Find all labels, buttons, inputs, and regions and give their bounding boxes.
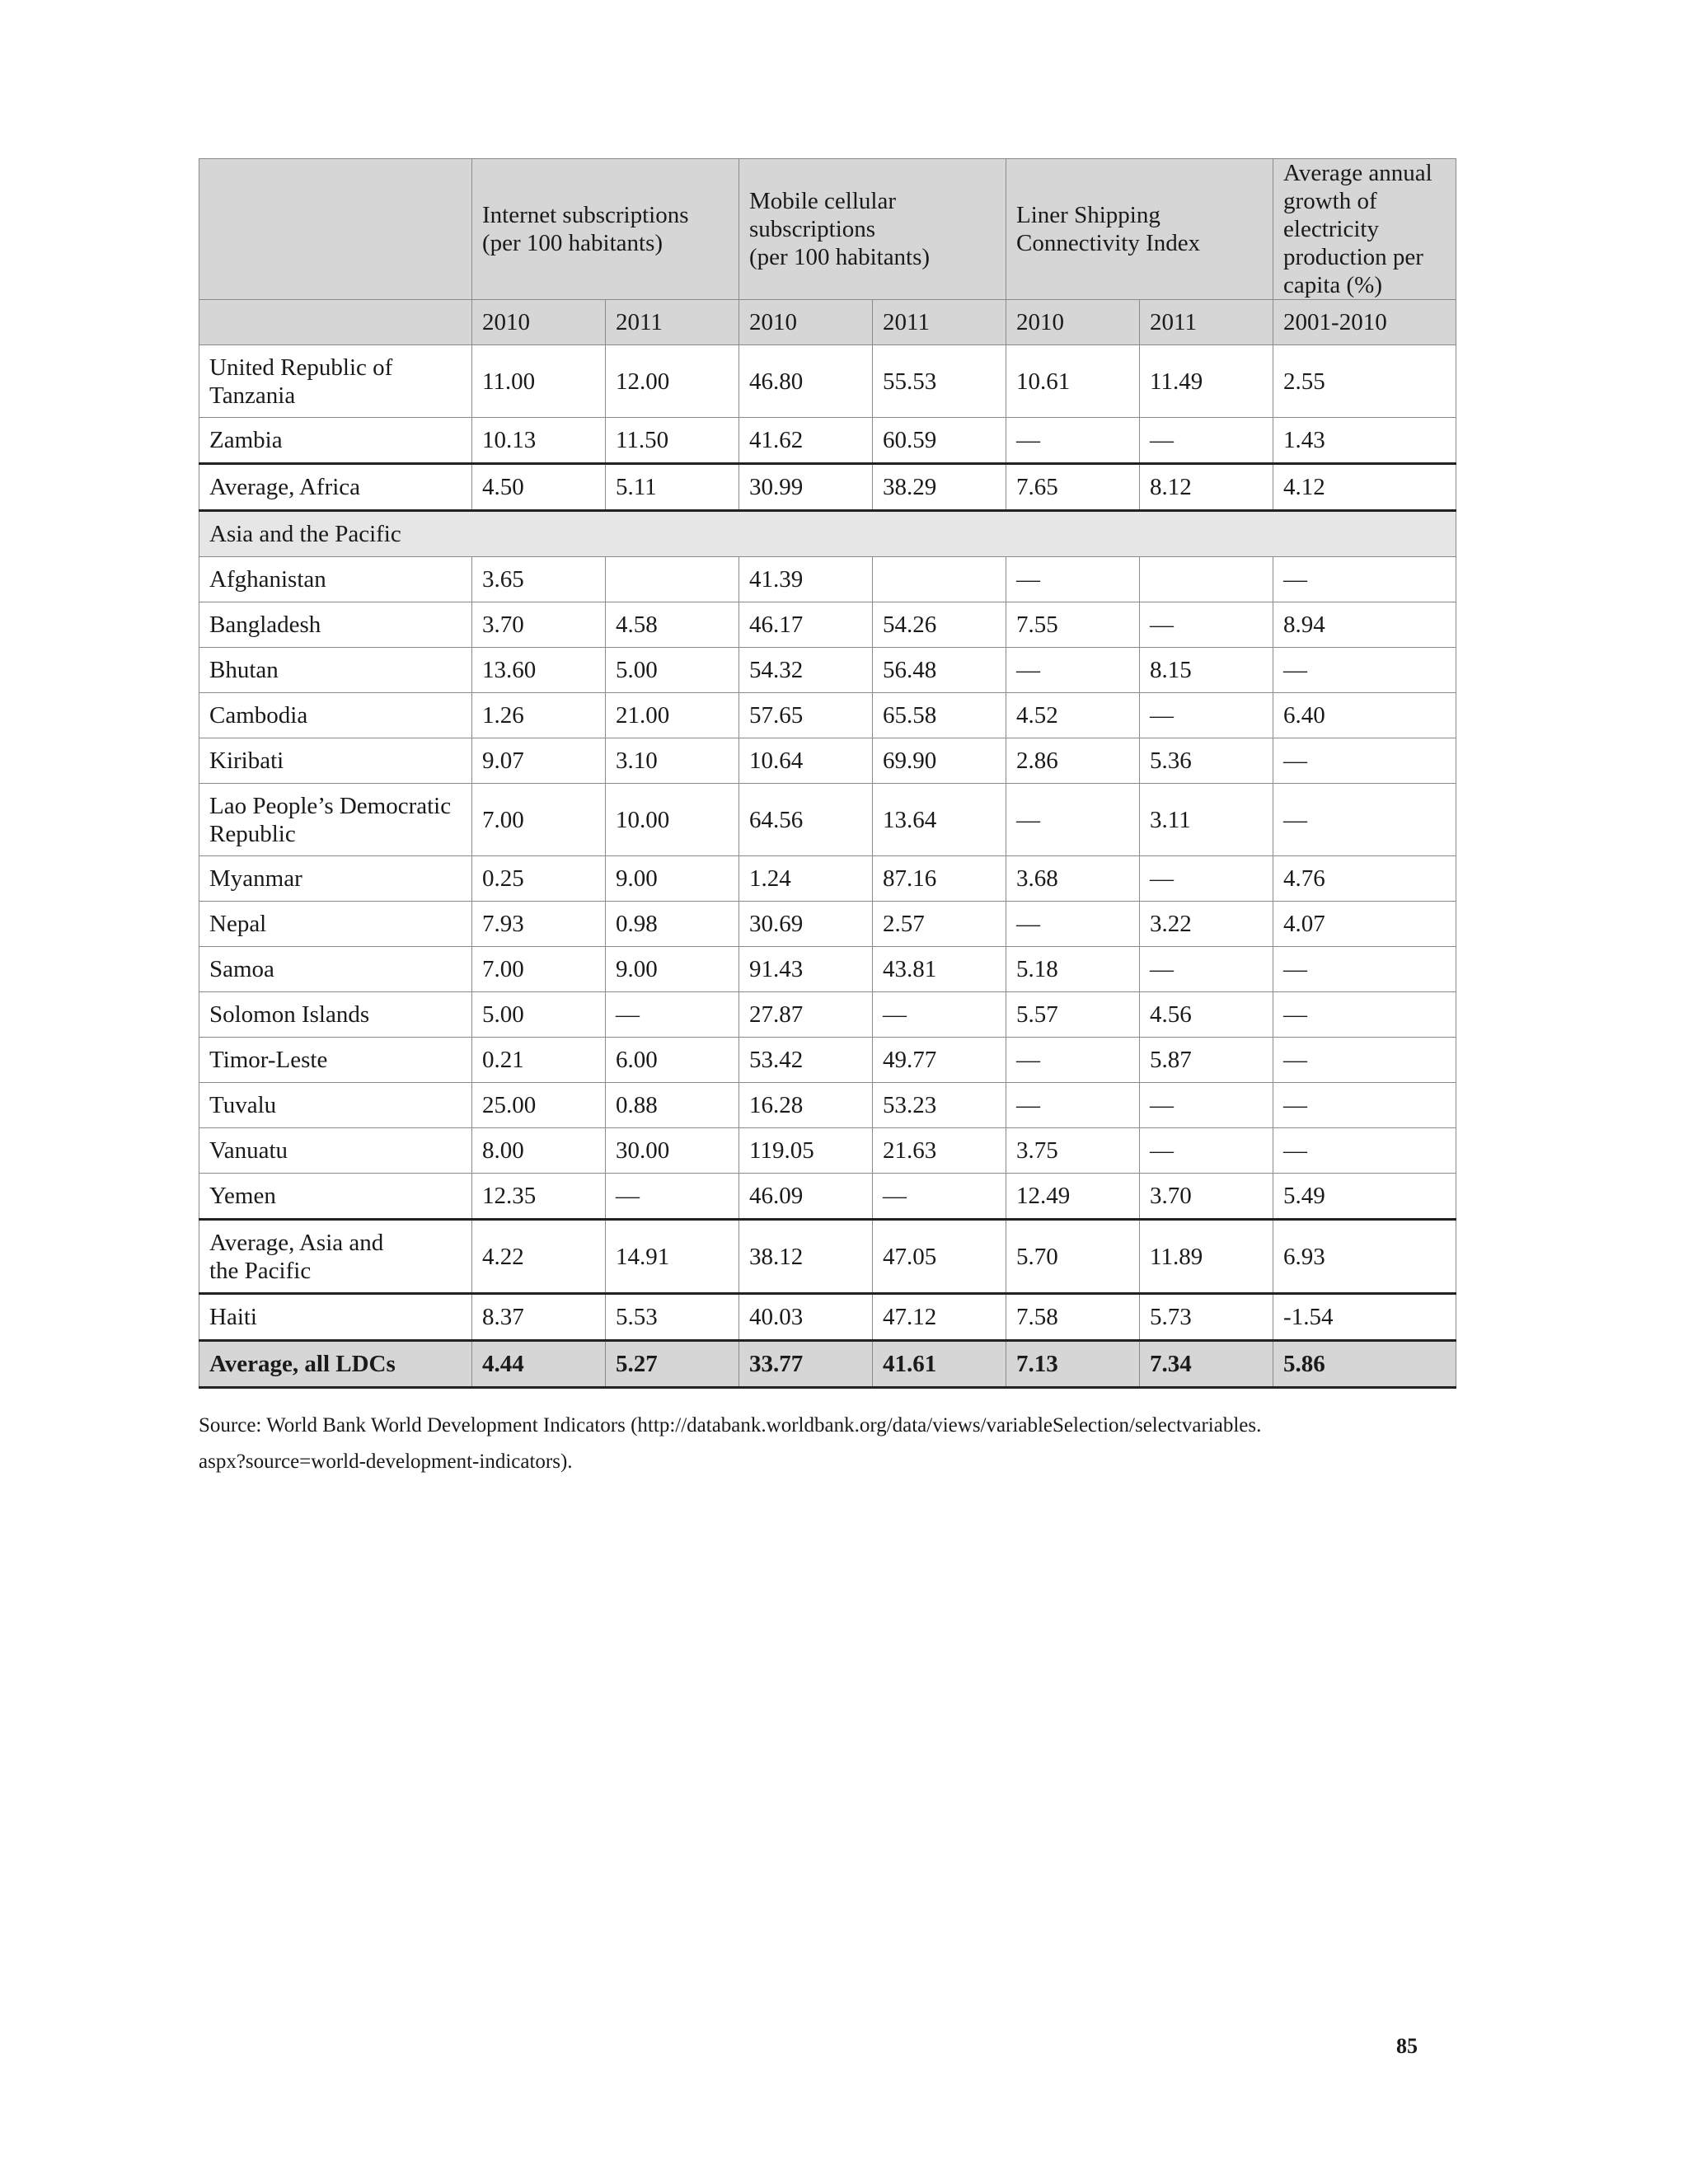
- year-header: 2010: [1006, 300, 1140, 345]
- value-cell: 12.00: [606, 345, 739, 418]
- group-header-country: [199, 159, 472, 300]
- value-cell: 4.50: [472, 464, 606, 511]
- value-cell: 13.64: [873, 784, 1006, 856]
- year-header: 2010: [739, 300, 873, 345]
- row-label-cell: Haiti: [199, 1294, 472, 1341]
- table-row: [199, 418, 1456, 464]
- value-cell: 12.35: [472, 1174, 606, 1220]
- row-label-cell: Average, Africa: [199, 464, 472, 511]
- value-cell: 11.50: [606, 418, 739, 464]
- value-cell: 0.88: [606, 1083, 739, 1128]
- row-label-cell: Bangladesh: [199, 602, 472, 648]
- value-cell: 3.65: [472, 557, 606, 602]
- year-header: 2011: [873, 300, 1006, 345]
- value-cell: 4.22: [472, 1220, 606, 1294]
- value-cell: 3.70: [472, 602, 606, 648]
- row-label-cell: Solomon Islands: [199, 992, 472, 1038]
- value-cell: 8.15: [1140, 648, 1273, 693]
- value-cell: —: [1140, 947, 1273, 992]
- value-cell: 27.87: [739, 992, 873, 1038]
- value-cell: 38.12: [739, 1220, 873, 1294]
- value-cell: 54.26: [873, 602, 1006, 648]
- value-cell: 0.98: [606, 902, 739, 947]
- table-row: [199, 1174, 1456, 1220]
- value-cell: 56.48: [873, 648, 1006, 693]
- value-cell: 6.00: [606, 1038, 739, 1083]
- table-row: [199, 1220, 1456, 1294]
- value-cell: 4.58: [606, 602, 739, 648]
- value-cell: 46.80: [739, 345, 873, 418]
- value-cell: 7.55: [1006, 602, 1140, 648]
- value-cell: 5.70: [1006, 1220, 1140, 1294]
- value-cell: 11.49: [1140, 345, 1273, 418]
- value-cell: —: [1140, 1083, 1273, 1128]
- value-cell: —: [1006, 557, 1140, 602]
- table-row: [199, 602, 1456, 648]
- row-label-cell: Bhutan: [199, 648, 472, 693]
- value-cell: —: [606, 1174, 739, 1220]
- table-row: [199, 992, 1456, 1038]
- value-cell: 8.12: [1140, 464, 1273, 511]
- row-label-cell: Kiribati: [199, 738, 472, 784]
- value-cell: 65.58: [873, 693, 1006, 738]
- value-cell: 41.39: [739, 557, 873, 602]
- group-header-row: [199, 159, 1456, 300]
- value-cell: —: [873, 1174, 1006, 1220]
- row-label-cell: Yemen: [199, 1174, 472, 1220]
- group-header-electricity: Average annual growth of electricity production per capita (%): [1273, 159, 1456, 300]
- source-note: Source: World Bank World Development Indicators (http://databank.worldbank.org/data/views/variableSelection/selectvariables. aspx?source=world-development-indicators).: [199, 1414, 1262, 1473]
- value-cell: 21.63: [873, 1128, 1006, 1174]
- value-cell: 53.42: [739, 1038, 873, 1083]
- value-cell: 9.00: [606, 856, 739, 902]
- value-cell: —: [1006, 902, 1140, 947]
- row-label-cell: Lao People’s Democratic Republic: [199, 784, 472, 856]
- value-cell: —: [606, 992, 739, 1038]
- value-cell: 5.57: [1006, 992, 1140, 1038]
- row-label-cell: Timor-Leste: [199, 1038, 472, 1083]
- table-row: [199, 856, 1456, 902]
- value-cell: 9.07: [472, 738, 606, 784]
- value-cell: —: [1140, 418, 1273, 464]
- value-cell: —: [1006, 1038, 1140, 1083]
- row-label-cell: Average, Asia and the Pacific: [199, 1220, 472, 1294]
- value-cell: 13.60: [472, 648, 606, 693]
- value-cell: 30.99: [739, 464, 873, 511]
- value-cell: —: [1140, 693, 1273, 738]
- value-cell: 7.34: [1140, 1341, 1273, 1388]
- table-row: [199, 648, 1456, 693]
- value-cell: 2.55: [1273, 345, 1456, 418]
- page-number: 85: [1396, 2034, 1418, 2058]
- value-cell: 91.43: [739, 947, 873, 992]
- value-cell: —: [873, 992, 1006, 1038]
- value-cell: 41.62: [739, 418, 873, 464]
- value-cell: 49.77: [873, 1038, 1006, 1083]
- row-label-cell: United Republic of Tanzania: [199, 345, 472, 418]
- value-cell: 5.53: [606, 1294, 739, 1341]
- year-header: 2011: [606, 300, 739, 345]
- row-label-cell: Myanmar: [199, 856, 472, 902]
- value-cell: 41.61: [873, 1341, 1006, 1388]
- value-cell: 60.59: [873, 418, 1006, 464]
- value-cell: 5.36: [1140, 738, 1273, 784]
- value-cell: 8.00: [472, 1128, 606, 1174]
- row-label-cell: Afghanistan: [199, 557, 472, 602]
- value-cell: 12.49: [1006, 1174, 1140, 1220]
- value-cell: 53.23: [873, 1083, 1006, 1128]
- value-cell: 55.53: [873, 345, 1006, 418]
- table-row: [199, 1038, 1456, 1083]
- value-cell: 64.56: [739, 784, 873, 856]
- year-header-row: [199, 300, 1456, 345]
- value-cell: 33.77: [739, 1341, 873, 1388]
- table-row: [199, 693, 1456, 738]
- value-cell: 3.70: [1140, 1174, 1273, 1220]
- group-header-shipping: Liner Shipping Connectivity Index: [1006, 159, 1273, 300]
- value-cell: 119.05: [739, 1128, 873, 1174]
- value-cell: [873, 557, 1006, 602]
- value-cell: 10.13: [472, 418, 606, 464]
- value-cell: 5.00: [606, 648, 739, 693]
- table-row: [199, 345, 1456, 418]
- value-cell: 7.65: [1006, 464, 1140, 511]
- value-cell: 5.73: [1140, 1294, 1273, 1341]
- value-cell: 0.25: [472, 856, 606, 902]
- value-cell: 57.65: [739, 693, 873, 738]
- value-cell: 38.29: [873, 464, 1006, 511]
- value-cell: —: [1140, 602, 1273, 648]
- value-cell: [1140, 557, 1273, 602]
- table-row: [199, 1083, 1456, 1128]
- value-cell: —: [1273, 947, 1456, 992]
- year-header: 2011: [1140, 300, 1273, 345]
- row-label-cell: Nepal: [199, 902, 472, 947]
- value-cell: —: [1273, 1083, 1456, 1128]
- value-cell: 1.43: [1273, 418, 1456, 464]
- table-row: [199, 902, 1456, 947]
- value-cell: 5.18: [1006, 947, 1140, 992]
- value-cell: 3.10: [606, 738, 739, 784]
- value-cell: 4.44: [472, 1341, 606, 1388]
- table-row: [199, 947, 1456, 992]
- value-cell: —: [1006, 1083, 1140, 1128]
- value-cell: 6.40: [1273, 693, 1456, 738]
- value-cell: 30.69: [739, 902, 873, 947]
- year-header: [199, 300, 472, 345]
- value-cell: —: [1006, 784, 1140, 856]
- value-cell: 3.68: [1006, 856, 1140, 902]
- value-cell: 10.64: [739, 738, 873, 784]
- value-cell: 87.16: [873, 856, 1006, 902]
- value-cell: 7.58: [1006, 1294, 1140, 1341]
- year-header: 2001-2010: [1273, 300, 1456, 345]
- table-row: [199, 557, 1456, 602]
- table-row: [199, 464, 1456, 511]
- table-row: [199, 1294, 1456, 1341]
- value-cell: —: [1006, 648, 1140, 693]
- value-cell: —: [1273, 648, 1456, 693]
- table-row: [199, 1341, 1456, 1388]
- value-cell: 7.00: [472, 784, 606, 856]
- value-cell: 3.22: [1140, 902, 1273, 947]
- value-cell: 4.56: [1140, 992, 1273, 1038]
- value-cell: —: [1273, 1128, 1456, 1174]
- value-cell: 4.07: [1273, 902, 1456, 947]
- value-cell: 5.27: [606, 1341, 739, 1388]
- value-cell: 21.00: [606, 693, 739, 738]
- value-cell: —: [1006, 418, 1140, 464]
- value-cell: 10.61: [1006, 345, 1140, 418]
- value-cell: 5.00: [472, 992, 606, 1038]
- value-cell: —: [1140, 1128, 1273, 1174]
- value-cell: —: [1273, 992, 1456, 1038]
- table-row: [199, 1128, 1456, 1174]
- section-row: [199, 511, 1456, 557]
- value-cell: —: [1140, 856, 1273, 902]
- value-cell: 1.26: [472, 693, 606, 738]
- value-cell: 6.93: [1273, 1220, 1456, 1294]
- value-cell: 5.86: [1273, 1341, 1456, 1388]
- value-cell: 47.12: [873, 1294, 1006, 1341]
- value-cell: 43.81: [873, 947, 1006, 992]
- value-cell: 4.52: [1006, 693, 1140, 738]
- value-cell: 40.03: [739, 1294, 873, 1341]
- indicators-table: [199, 158, 1456, 1389]
- value-cell: 4.12: [1273, 464, 1456, 511]
- value-cell: 4.76: [1273, 856, 1456, 902]
- value-cell: 54.32: [739, 648, 873, 693]
- value-cell: 10.00: [606, 784, 739, 856]
- value-cell: [606, 557, 739, 602]
- value-cell: 7.13: [1006, 1341, 1140, 1388]
- row-label-cell: Tuvalu: [199, 1083, 472, 1128]
- value-cell: 5.11: [606, 464, 739, 511]
- value-cell: 47.05: [873, 1220, 1006, 1294]
- value-cell: 30.00: [606, 1128, 739, 1174]
- table-body: [199, 345, 1456, 1388]
- row-label-cell: Samoa: [199, 947, 472, 992]
- value-cell: —: [1273, 557, 1456, 602]
- value-cell: 7.00: [472, 947, 606, 992]
- table-row: [199, 738, 1456, 784]
- value-cell: 2.86: [1006, 738, 1140, 784]
- value-cell: 11.00: [472, 345, 606, 418]
- value-cell: —: [1273, 1038, 1456, 1083]
- value-cell: 46.17: [739, 602, 873, 648]
- value-cell: 9.00: [606, 947, 739, 992]
- value-cell: 14.91: [606, 1220, 739, 1294]
- table-row: [199, 784, 1456, 856]
- value-cell: 16.28: [739, 1083, 873, 1128]
- value-cell: 46.09: [739, 1174, 873, 1220]
- value-cell: —: [1273, 738, 1456, 784]
- value-cell: 8.37: [472, 1294, 606, 1341]
- value-cell: 8.94: [1273, 602, 1456, 648]
- row-label-cell: Zambia: [199, 418, 472, 464]
- group-header-mobile: Mobile cellular subscriptions (per 100 habitants): [739, 159, 1006, 300]
- value-cell: -1.54: [1273, 1294, 1456, 1341]
- value-cell: 1.24: [739, 856, 873, 902]
- value-cell: 5.87: [1140, 1038, 1273, 1083]
- group-header-internet: Internet subscriptions (per 100 habitants): [472, 159, 739, 300]
- value-cell: 11.89: [1140, 1220, 1273, 1294]
- value-cell: 7.93: [472, 902, 606, 947]
- value-cell: —: [1273, 784, 1456, 856]
- value-cell: 3.75: [1006, 1128, 1140, 1174]
- section-label: Asia and the Pacific: [199, 511, 1456, 557]
- row-label-cell: Cambodia: [199, 693, 472, 738]
- row-label-cell: Average, all LDCs: [199, 1341, 472, 1388]
- value-cell: 69.90: [873, 738, 1006, 784]
- value-cell: 25.00: [472, 1083, 606, 1128]
- year-header: 2010: [472, 300, 606, 345]
- row-label-cell: Vanuatu: [199, 1128, 472, 1174]
- value-cell: 5.49: [1273, 1174, 1456, 1220]
- value-cell: 0.21: [472, 1038, 606, 1083]
- value-cell: 3.11: [1140, 784, 1273, 856]
- value-cell: 2.57: [873, 902, 1006, 947]
